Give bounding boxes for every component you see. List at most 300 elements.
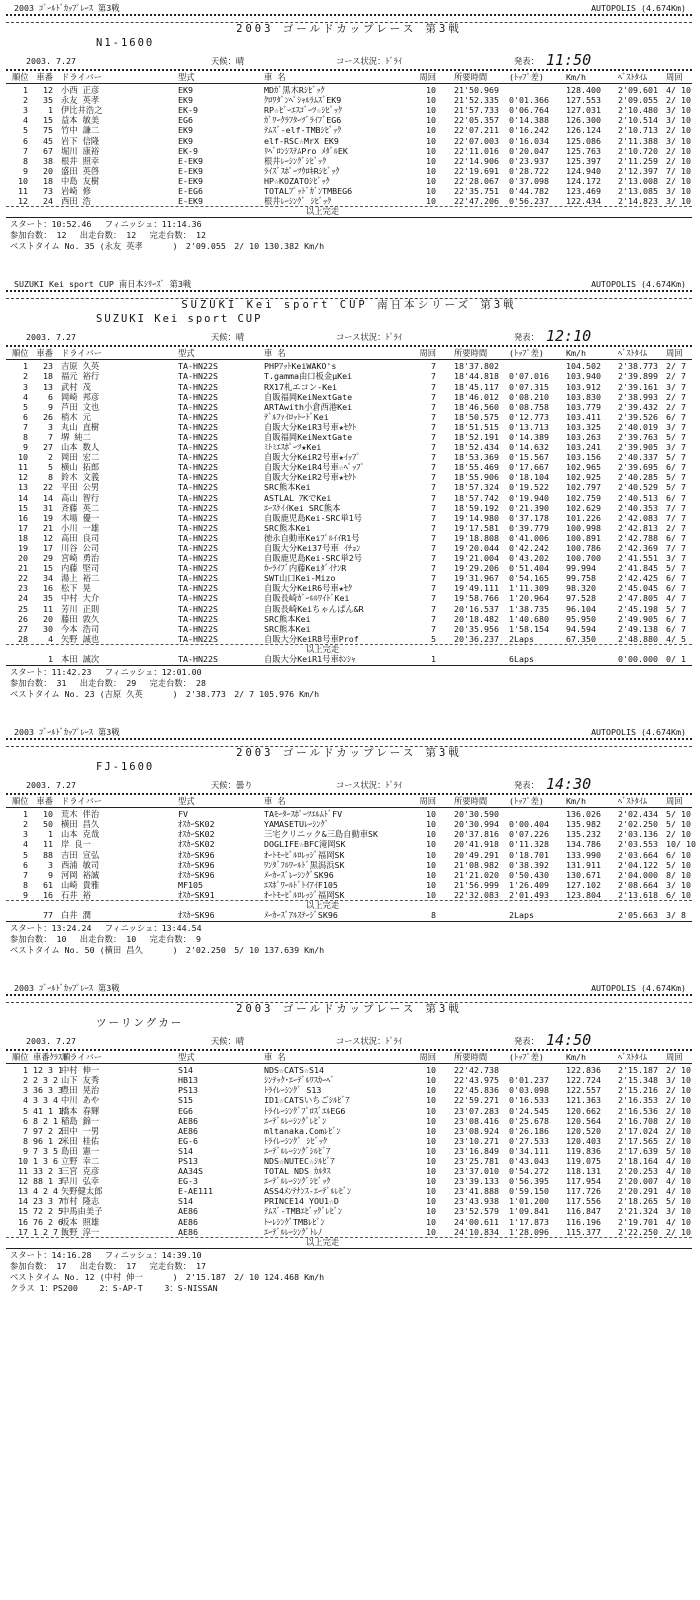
result-row <box>6 1166 692 1176</box>
cell-total-time: 20'49.291 <box>454 849 499 860</box>
result-row <box>6 850 692 860</box>
cell-model: PS13 <box>178 1085 198 1096</box>
cell-best-time: 2'04.000 <box>618 869 658 880</box>
cell-car-number: 26 <box>43 411 53 422</box>
cell-best-lap: 3/ 7 <box>666 442 686 453</box>
cell-car-name: elf-RSC☆MrX EK9 <box>264 135 339 146</box>
cell-speed: 123.469 <box>566 186 601 197</box>
cell-model: EG6 <box>178 1105 193 1116</box>
cell-total-time: 23'37.010 <box>454 1166 499 1177</box>
column-best-time: ﾍﾞｽﾄﾀｲﾑ <box>618 72 648 82</box>
cell-position: 8 <box>23 431 28 442</box>
cell-speed: 94.594 <box>566 623 596 634</box>
cell-position: 7 <box>23 1125 28 1136</box>
cell-car-name: TOTALﾌﾟｯﾄﾞｶﾞﾝTMBEG6 <box>264 186 353 197</box>
cell-position: 3 <box>23 829 28 840</box>
cell-laps: 7 <box>431 512 436 523</box>
cell-car-name: PHPｱｯﾄKeiWAKO's <box>264 361 337 372</box>
cell-model: EG6 <box>178 115 193 126</box>
result-row <box>6 136 692 146</box>
cell-driver: 三宮 克彦 <box>61 1166 100 1177</box>
cell-laps: 7 <box>431 401 436 412</box>
result-row <box>6 442 692 452</box>
cell-car-name: 三宅クリニック&三島自動車SK <box>264 829 379 840</box>
summary-text: 参加台数： 17 出走台数： 17 完走台数： 17 <box>10 1260 206 1271</box>
cell-car-name: MDｶﾞ黒木Rｼﾋﾞｯｸ <box>264 85 325 96</box>
cell-model: EK-9 <box>178 145 198 156</box>
circuit-length: (4.674Km) <box>641 279 686 290</box>
summary-line <box>6 1250 692 1261</box>
cell-speed: 122.724 <box>566 1075 601 1086</box>
cell-laps: 10 <box>426 1166 436 1177</box>
cell-best-time: 2'17.024 <box>618 1125 658 1136</box>
cell-total-time: 18'37.802 <box>454 361 499 372</box>
summary-text: スタート：11:42.23 フィニッシュ：12:01.00 <box>10 667 202 678</box>
cell-best-time: 2'15.187 <box>618 1065 658 1076</box>
cell-position: 8 <box>23 879 28 890</box>
cell-car-name: ﾃﾞﾙﾌｧｲﾛｯﾄｰﾄﾞKei <box>264 411 329 422</box>
header-rule <box>6 345 692 347</box>
weather: 天候：曇り <box>211 780 253 791</box>
cell-model: TA-HN22S <box>178 543 218 553</box>
cell-model: TA-HN22S <box>178 401 218 412</box>
star-divider <box>6 290 692 299</box>
cell-speed: 103.263 <box>566 431 601 442</box>
cell-best-lap: 3/ 10 <box>666 115 691 126</box>
cell-position: 11 <box>18 1166 28 1177</box>
cell-car-name: ARTAwith小倉西港Kei <box>264 401 353 412</box>
cell-laps: 10 <box>426 849 436 860</box>
cell-car-name: ｵｰﾄﾓｰﾋﾞﾙﾛﾚｯｼﾞ福岡SK <box>264 889 345 900</box>
result-row <box>6 523 692 533</box>
cell-car-number: 1 <box>48 105 53 116</box>
result-row <box>6 371 692 381</box>
column-total-time: 所要時間 <box>454 1052 488 1063</box>
cell-position: 27 <box>18 623 28 634</box>
cell-car-name: 自販福岡KeiNextGate <box>264 391 353 402</box>
cell-gap: 0'14.632 <box>509 442 549 453</box>
cell-laps: 7 <box>431 472 436 483</box>
cell-speed: 116.196 <box>566 1216 601 1227</box>
cell-car-name: NDS☆CATS☆S14 <box>264 1065 324 1076</box>
cell-best-lap: 2/ 10 <box>666 1226 691 1237</box>
cell-model: TA-HN22S <box>178 532 218 543</box>
cell-gap: 0'43.043 <box>509 1156 549 1166</box>
cell-model: TA-HN22S <box>178 452 218 463</box>
cell-total-time: 20'16.537 <box>454 603 499 614</box>
cell-car-number: 8 <box>48 472 53 483</box>
cell-driver: 木場 優一 <box>61 512 100 523</box>
column-position: 順位 <box>12 796 29 807</box>
cell-model: EK9 <box>178 125 193 136</box>
result-row <box>6 402 692 412</box>
cell-position: 4 <box>23 115 28 126</box>
cell-gap: 0'34.111 <box>509 1145 549 1156</box>
cell-driver: 斉藤 英二 <box>61 502 100 513</box>
cell-driver: 益本 敏美 <box>61 115 100 126</box>
cell-driver: 山本 克哉 <box>61 829 100 840</box>
cell-best-lap: 10/ 10 <box>666 839 696 850</box>
cell-best-lap: 3/ 10 <box>666 105 691 116</box>
cell-best-time: 2'40.513 <box>618 492 658 503</box>
cell-total-time: 23'43.938 <box>454 1196 499 1207</box>
cell-best-lap: 6/ 10 <box>666 889 691 900</box>
cell-best-time: 2'41.551 <box>618 553 658 564</box>
cell-car-number: 11 <box>43 603 53 614</box>
cell-gap: 0'08.758 <box>509 401 549 412</box>
column-header <box>6 72 692 82</box>
cell-laps: 10 <box>426 839 436 850</box>
cell-best-lap: 2/ 10 <box>666 1115 691 1126</box>
cell-speed: 125.763 <box>566 145 601 156</box>
cell-car-name: ｶﾞﾜｰｸﾗﾌﾀｰﾂﾞﾗｲﾌﾞEG6 <box>264 115 342 126</box>
cell-best-lap: 5/ 10 <box>666 1145 691 1156</box>
cell-speed: 67.350 <box>566 633 596 644</box>
cell-car-number: 13 <box>43 381 53 392</box>
cell-position: 3 <box>23 381 28 392</box>
result-row <box>6 1075 692 1085</box>
cell-speed: 133.990 <box>566 849 601 860</box>
column-car-number: 車番 <box>36 72 53 82</box>
cell-gap: 1'28.096 <box>509 1226 549 1237</box>
cell-laps: 7 <box>431 431 436 442</box>
cell-gap: 0'18.104 <box>509 472 549 483</box>
cell-model: EK-9 <box>178 105 198 116</box>
cell-best-lap: 2/ 10 <box>666 175 691 186</box>
cell-best-lap: 4/ 10 <box>666 85 691 96</box>
column-gap: (ﾄｯﾌﾟ差) <box>509 1052 544 1063</box>
cell-speed: 97.528 <box>566 593 596 604</box>
cell-car-number: 27 <box>43 442 53 453</box>
cell-car-number: 2 3 2 <box>33 1075 58 1086</box>
cell-best-lap: 3/ 10 <box>666 879 691 890</box>
result-row <box>6 85 692 95</box>
cell-car-number: 1 <box>48 829 53 840</box>
class-name: FJ-1600 <box>96 761 155 774</box>
cell-car-number: 22 <box>43 482 53 493</box>
cell-speed: 100.786 <box>566 543 601 553</box>
cell-position: 8 <box>23 1135 28 1146</box>
column-best-lap: 周回 <box>666 796 683 807</box>
cell-model: ｵｽｶｰSK96 <box>178 849 215 860</box>
cell-best-lap: 0/ 1 <box>666 653 686 664</box>
cell-best-lap: 3/ 7 <box>666 553 686 564</box>
cell-best-time: 2'42.813 <box>618 522 658 533</box>
cell-car-name: SRC熊本Kei <box>264 623 311 634</box>
cell-model: ｵｽｶｰSK02 <box>178 839 215 850</box>
cell-model: EG-6 <box>178 1135 198 1146</box>
cell-laps: 7 <box>431 613 436 624</box>
result-row <box>6 503 692 513</box>
column-header <box>6 796 692 806</box>
cell-best-lap: 6/ 7 <box>666 583 686 594</box>
cell-car-number: 17 <box>43 543 53 553</box>
cell-total-time: 23'39.133 <box>454 1176 499 1187</box>
cell-best-time: 2'09.601 <box>618 85 658 96</box>
cell-driver: 梢木 元 <box>61 411 91 422</box>
cell-total-time: 18'55.469 <box>454 462 499 473</box>
summary-text: スタート：14:16.28 フィニッシュ：14:39.10 <box>10 1249 202 1260</box>
cell-gap: 0'50.430 <box>509 869 549 880</box>
cell-best-lap: 6/ 7 <box>666 492 686 503</box>
cell-model: FV <box>178 809 188 820</box>
cell-best-time: 2'20.291 <box>618 1186 658 1197</box>
cell-best-time: 2'13.008 <box>618 175 658 186</box>
cell-model: AE86 <box>178 1226 198 1237</box>
cell-model: S14 <box>178 1196 193 1207</box>
cell-position: 2 <box>23 1075 28 1086</box>
cell-position: 25 <box>18 603 28 614</box>
cell-best-lap: 4/ 10 <box>666 1156 691 1166</box>
column-rule <box>6 1063 692 1064</box>
cell-speed: 99.994 <box>566 563 596 574</box>
cell-car-number: 15 <box>43 563 53 574</box>
cell-car-name: ﾐﾄﾐｴｽﾎﾟｰﾂ★Kei <box>264 442 322 453</box>
star-divider <box>6 14 692 23</box>
cell-model: E-EK9 <box>178 175 203 186</box>
cell-driver: 伊比井浩之 <box>61 105 103 116</box>
cell-position: 2 <box>23 95 28 106</box>
cell-model: AE86 <box>178 1125 198 1136</box>
column-position: 順位 <box>12 1052 29 1063</box>
cell-best-time: 2'40.285 <box>618 472 658 483</box>
summary-line <box>6 945 692 956</box>
cell-car-name: ASS4ﾒﾝﾃﾅﾝｽ-ｴｰﾃﾞﾙﾚﾋﾞﾝ <box>264 1186 352 1197</box>
summary-line <box>6 1261 692 1272</box>
cell-car-number: 31 <box>43 502 53 513</box>
cell-best-lap: 2/ 10 <box>666 1135 691 1146</box>
cell-gap: 0'14.388 <box>509 115 549 126</box>
column-total-time: 所要時間 <box>454 72 488 82</box>
cell-best-time: 2'47.805 <box>618 593 658 604</box>
cell-best-time: 2'39.161 <box>618 381 658 392</box>
cell-speed: 103.241 <box>566 442 601 453</box>
cell-gap: 0'51.404 <box>509 563 549 574</box>
cell-model: HB13 <box>178 1075 198 1086</box>
result-row <box>6 890 692 900</box>
cell-best-lap: 3/ 10 <box>666 186 691 197</box>
cell-laps: 10 <box>426 165 436 176</box>
cell-best-lap: 6/ 7 <box>666 532 686 543</box>
cell-position: 17 <box>18 522 28 533</box>
result-row <box>6 1136 692 1146</box>
section-header <box>6 278 692 289</box>
summary-line <box>6 923 692 934</box>
cell-best-lap: 3/ 7 <box>666 421 686 432</box>
cell-model: TA-HN22S <box>178 371 218 382</box>
cell-car-number: 23 3 7 <box>33 1196 63 1207</box>
cell-gap: 1'58.154 <box>509 623 549 634</box>
cell-total-time: 20'37.816 <box>454 829 499 840</box>
summary-text: スタート：13:24.24 フィニッシュ：13:44.54 <box>10 923 202 934</box>
cell-best-time: 2'45.045 <box>618 583 658 594</box>
cell-gap: 1'01.200 <box>509 1196 549 1207</box>
cell-laps: 7 <box>431 411 436 422</box>
cell-speed: 120.403 <box>566 1135 601 1146</box>
announce-time: 14:30 <box>546 775 592 794</box>
cell-total-time: 20'41.918 <box>454 839 499 850</box>
result-row <box>6 1085 692 1095</box>
cell-best-lap: 5/ 10 <box>666 1196 691 1207</box>
cell-best-time: 2'21.324 <box>618 1206 658 1217</box>
cell-laps: 7 <box>431 563 436 574</box>
result-row <box>6 392 692 402</box>
circuit-name: AUTOPOLIS <box>591 279 637 290</box>
section-header <box>6 982 692 993</box>
cell-model: TA-HN22S <box>178 381 218 392</box>
cell-car-number: 3 <box>48 421 53 432</box>
cell-gap: 1'09.841 <box>509 1206 549 1217</box>
column-header <box>6 348 692 358</box>
cell-car-number: 1 <box>48 653 53 664</box>
result-row <box>6 1095 692 1105</box>
cell-position: 16 <box>18 1216 28 1227</box>
cell-driver: 松下 晃 <box>61 583 91 594</box>
cell-best-time: 2'03.553 <box>618 839 658 850</box>
cell-model: PS13 <box>178 1156 198 1166</box>
cell-best-time: 2'10.480 <box>618 105 658 116</box>
race-date: 2003. 7.27 <box>26 1036 76 1047</box>
cell-model: S14 <box>178 1065 193 1076</box>
summary-line <box>6 241 692 252</box>
cell-car-number: 35 <box>43 593 53 604</box>
cell-total-time: 19'31.967 <box>454 573 499 584</box>
result-section <box>6 278 692 700</box>
cell-car-name: 自販長崎ｶﾞｰﾙﾙﾜｲﾄﾞKei <box>264 593 350 604</box>
cell-model: ｵｽｶｰSK91 <box>178 889 215 900</box>
result-row <box>6 563 692 573</box>
finish-line <box>6 644 692 654</box>
cell-total-time: 22'43.975 <box>454 1075 499 1086</box>
cell-driver: 米田 桂佑 <box>61 1135 100 1146</box>
cell-car-number: 10 <box>43 809 53 820</box>
cell-best-time: 2'10.713 <box>618 125 658 136</box>
cell-car-number: 38 <box>43 155 53 166</box>
cell-car-name: ID1☆CATSいちごｼﾙﾋﾞｱ <box>264 1095 350 1106</box>
cell-best-time: 2'48.880 <box>618 633 658 644</box>
cell-best-lap: 2/ 10 <box>666 145 691 156</box>
cell-gap: 0'15.567 <box>509 452 549 463</box>
cell-total-time: 23'08.416 <box>454 1115 499 1126</box>
cell-speed: 134.786 <box>566 839 601 850</box>
cell-total-time: 23'08.924 <box>454 1125 499 1136</box>
cell-total-time: 19'14.980 <box>454 512 499 523</box>
cell-gap: 1'20.964 <box>509 593 549 604</box>
cell-speed: 117.556 <box>566 1196 601 1207</box>
cell-best-lap: 4/ 10 <box>666 1216 691 1227</box>
cell-position: 15 <box>18 502 28 513</box>
cell-car-name: ｶｰﾗｲﾌﾞ内藤KeiﾀﾞｲﾅﾝR <box>264 563 347 574</box>
cell-driver: 島田 憲一 <box>61 1145 100 1156</box>
cell-total-time: 19'20.044 <box>454 543 499 553</box>
cell-speed: 127.553 <box>566 95 601 106</box>
result-row <box>6 1106 692 1116</box>
cell-model: TA-HN22S <box>178 603 218 614</box>
cell-car-number: 19 <box>43 512 53 523</box>
summary-rule <box>6 1248 692 1249</box>
cell-model: TA-HN22S <box>178 421 218 432</box>
cell-laps: 7 <box>431 502 436 513</box>
cell-car-name: 徳永自動車KeiﾌﾟﾙｲｲR1号 <box>264 532 360 543</box>
results-page <box>6 0 696 1294</box>
cell-laps: 10 <box>426 1095 436 1106</box>
result-row <box>6 1065 692 1075</box>
cell-speed: 120.662 <box>566 1105 601 1116</box>
column-best-lap: 周回 <box>666 72 683 82</box>
column-position: 順位 <box>12 72 29 82</box>
cell-speed: 122.434 <box>566 196 601 207</box>
cell-position: 12 <box>18 472 28 483</box>
cell-total-time: 21'56.999 <box>454 879 499 890</box>
cell-position: 4 <box>23 839 28 850</box>
cell-best-time: 2'03.136 <box>618 829 658 840</box>
column-driver: ドライバー <box>61 796 103 807</box>
cell-driver: 高山 智行 <box>61 492 100 503</box>
cell-driver: 横山 拓郎 <box>61 462 100 473</box>
cell-driver: 盛田 英啓 <box>61 165 100 176</box>
cell-best-lap: 6/ 7 <box>666 462 686 473</box>
cell-model: E-AE111 <box>178 1186 213 1197</box>
cell-total-time: 22'42.738 <box>454 1065 499 1076</box>
circuit-length: (4.674Km) <box>641 983 686 994</box>
cell-best-lap: 4/ 5 <box>666 633 686 644</box>
cell-gap: 0'16.242 <box>509 125 549 136</box>
cell-model: EG-3 <box>178 1176 198 1187</box>
result-row <box>6 634 692 644</box>
cell-total-time: 20'35.956 <box>454 623 499 634</box>
cell-car-number: 7 <box>48 431 53 442</box>
result-row <box>6 1196 692 1206</box>
cell-best-time: 2'42.788 <box>618 532 658 543</box>
cell-car-number: 20 <box>43 165 53 176</box>
summary-line <box>6 230 692 241</box>
cell-gap: 0'07.016 <box>509 371 549 382</box>
cell-model: TA-HN22S <box>178 573 218 584</box>
cell-car-number: 30 <box>43 623 53 634</box>
cell-laps: 10 <box>426 105 436 116</box>
cell-car-number: 11 <box>43 839 53 850</box>
result-row <box>6 819 692 829</box>
cell-best-time: 2'04.122 <box>618 859 658 870</box>
cell-best-time: 2'16.708 <box>618 1115 658 1126</box>
cell-laps: 10 <box>426 1145 436 1156</box>
cell-total-time: 18'52.191 <box>454 431 499 442</box>
cell-laps: 7 <box>431 371 436 382</box>
cell-best-lap: 5/ 10 <box>666 859 691 870</box>
cell-driver: 荒木 伴治 <box>61 809 100 820</box>
cell-total-time: 22'07.003 <box>454 135 499 146</box>
cell-total-time: 21'08.982 <box>454 859 499 870</box>
cell-car-name: mltanaka.Comﾚﾋﾞﾝ <box>264 1125 341 1136</box>
result-section <box>6 726 696 956</box>
cell-laps: 10 <box>426 1186 436 1197</box>
cell-gap: 0'00.404 <box>509 819 549 830</box>
cell-position: 15 <box>18 1206 28 1217</box>
cell-gap: 1'40.680 <box>509 613 549 624</box>
summary-text: ベストタイム No. 50 (横田 昌久 ) 2'02.250 5/ 10 137.639 Km/h <box>10 945 325 956</box>
cell-speed: 102.797 <box>566 482 601 493</box>
cell-car-number: 6 <box>48 391 53 402</box>
cell-speed: 103.156 <box>566 452 601 463</box>
cell-total-time: 18'53.369 <box>454 452 499 463</box>
cell-best-lap: 4/ 10 <box>666 1176 691 1187</box>
cell-position: 9 <box>23 165 28 176</box>
cell-car-name: 自販長崎Keiちゃんぱん&R <box>264 603 364 614</box>
cell-driver: 吉田 宣弘 <box>61 849 100 860</box>
cell-total-time: 20'18.482 <box>454 613 499 624</box>
cell-best-time: 2'14.823 <box>618 196 658 207</box>
cell-car-name: ﾜﾝﾀﾞﾌﾙﾜｰﾙﾄﾞ黒潟浜SK <box>264 859 345 870</box>
